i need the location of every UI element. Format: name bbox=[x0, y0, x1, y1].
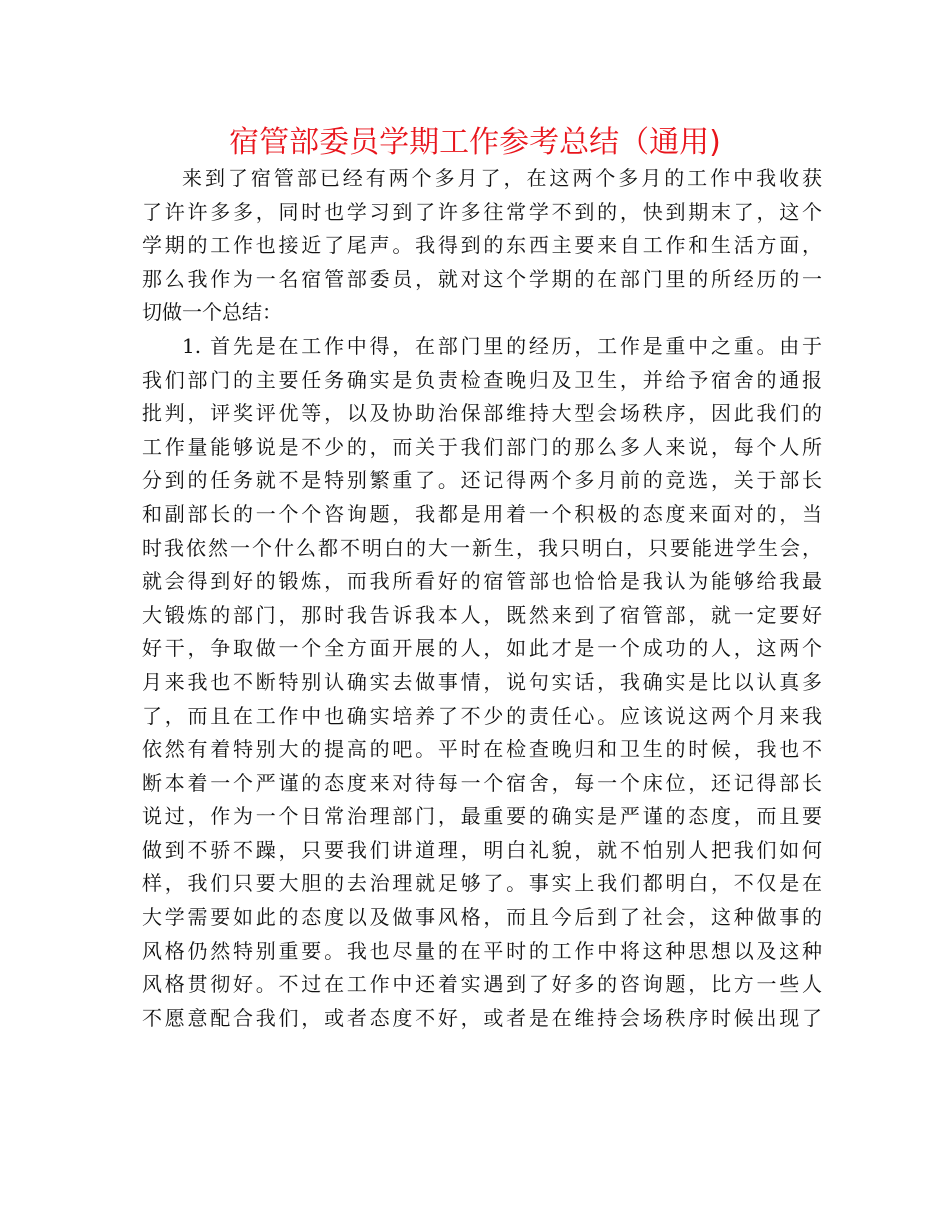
text-line: 了许许多多，同时也学习到了许多往常学不到的，快到期末了，这个 bbox=[142, 199, 822, 224]
document-body bbox=[142, 162, 822, 1035]
text-line: 风格贯彻好。不过在工作中还着实遇到了好多的咨询题，比方一些人 bbox=[142, 972, 822, 997]
text-line: 我们部门的主要任务确实是负责检查晚归及卫生，并给予宿舍的通报 bbox=[142, 367, 822, 392]
text-line: 时我依然一个什么都不明白的大一新生，我只明白，只要能进学生会， bbox=[142, 535, 822, 560]
text-line: 做到不骄不躁，只要我们讲道理，明白礼貌，就不怕别人把我们如何 bbox=[142, 837, 822, 862]
text-line: 就会得到好的锻炼，而我所看好的宿管部也恰恰是我认为能够给我最 bbox=[142, 569, 822, 594]
text-line: 学期的工作也接近了尾声。我得到的东西主要来自工作和生活方面， bbox=[142, 233, 822, 258]
document-title: 宿管部委员学期工作参考总结（通用) bbox=[229, 125, 721, 160]
text-line: 好干，争取做一个全方面开展的人，如此才是一个成功的人，这两个 bbox=[142, 636, 822, 661]
text-line: 断本着一个严谨的态度来对待每一个宿舍，每一个床位，还记得部长 bbox=[142, 770, 822, 795]
text-line: 和副部长的一个个咨询题，我都是用着一个积极的态度来面对的，当 bbox=[142, 501, 822, 526]
text-line: 工作量能够说是不少的，而关于我们部门的那么多人来说，每个人所 bbox=[142, 434, 822, 459]
text-line: 那么我作为一名宿管部委员，就对这个学期的在部门里的所经历的一 bbox=[142, 266, 822, 291]
text-line: 样，我们只要大胆的去治理就足够了。事实上我们都明白，不仅是在 bbox=[142, 871, 822, 896]
text-line: 大学需要如此的态度以及做事风格，而且今后到了社会，这种做事的 bbox=[142, 905, 822, 930]
text-line: 风格仍然特别重要。我也尽量的在平时的工作中将这种思想以及这种 bbox=[142, 938, 822, 963]
text-line: 分到的任务就不是特别繁重了。还记得两个多月前的竞选，关于部长 bbox=[142, 468, 822, 493]
text-line: 说过，作为一个日常治理部门，最重要的确实是严谨的态度，而且要 bbox=[142, 804, 822, 829]
text-line: 了，而且在工作中也确实培养了不少的责任心。应该说这两个月来我 bbox=[142, 703, 822, 728]
text-line: 切做一个总结： bbox=[142, 300, 282, 325]
text-line: 月来我也不断特别认确实去做事情，说句实话，我确实是比以认真多 bbox=[142, 669, 822, 694]
text-line: 不愿意配合我们，或者态度不好，或者是在维持会场秩序时候出现了 bbox=[142, 1005, 822, 1030]
text-line: 1. 首先是在工作中得，在部门里的经历，工作是重中之重。由于 bbox=[182, 333, 822, 358]
text-line: 来到了宿管部已经有两个多月了，在这两个多月的工作中我收获 bbox=[182, 166, 822, 190]
text-line: 依然有着特别大的提高的吧。平时在检查晚归和卫生的时候，我也不 bbox=[142, 737, 822, 762]
text-line: 大锻炼的部门，那时我告诉我本人，既然来到了宿管部，就一定要好 bbox=[142, 602, 822, 627]
text-line: 批判，评奖评优等，以及协助治保部维持大型会场秩序，因此我们的 bbox=[142, 401, 822, 426]
